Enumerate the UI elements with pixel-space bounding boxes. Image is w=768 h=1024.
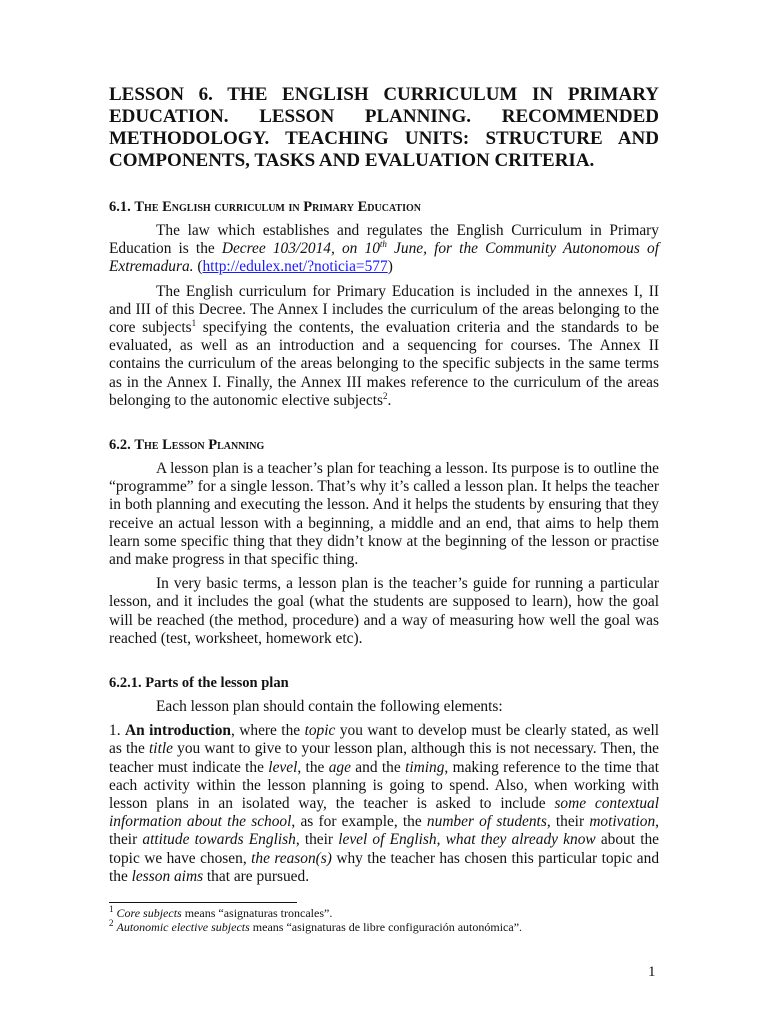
paren-close: ) [387, 258, 393, 276]
list-item-introduction [109, 722, 659, 886]
page-content [109, 84, 659, 892]
footnote-2 [109, 920, 659, 934]
text: , as for example, the [291, 813, 427, 831]
italic-term: the reason(s) [251, 849, 332, 867]
footnote-mark: 2 [109, 918, 114, 928]
page-number: 1 [648, 964, 656, 980]
italic-term: title [149, 740, 173, 758]
section-6-1-paragraph-2 [109, 283, 659, 410]
footnotes [109, 906, 659, 934]
section-6-2-1-heading: 6.2.1. Parts of the lesson plan [109, 675, 289, 692]
item-number: 1. [109, 722, 125, 740]
section-6-1-title: The English curriculum in Primary Education [134, 199, 421, 215]
text: , [436, 831, 446, 849]
ordinal-superscript: th [379, 239, 387, 250]
italic-term: number of students [426, 813, 547, 831]
italic-term: some contextual information about the school [109, 795, 659, 831]
decree-text: Decree 103/2014, on 10 [221, 240, 380, 258]
paren-open: ( [193, 258, 203, 276]
decree-link[interactable]: http://edulex.net/?noticia=577 [202, 258, 388, 276]
footnote-ref-2[interactable]: 2 [382, 390, 388, 401]
decree-text-end: June, for the Community Autonomous of Extremadura. [109, 240, 659, 276]
section-6-1-paragraph-1 [109, 222, 659, 277]
text: you want to develop must be clearly stated, as well as the [109, 722, 660, 758]
footnote-divider [109, 902, 297, 903]
footnote-text: means “asignaturas troncales”. [181, 906, 333, 920]
text: why the teacher has chosen this particular topic and the [109, 849, 660, 885]
footnote-text: means “asignaturas de libre configuración autonómica”. [249, 920, 523, 934]
text: The law which establishes and regulates the English Curriculum in Primary Education is the [109, 222, 659, 258]
footnote-term: Autonomic elective subjects [116, 920, 250, 934]
italic-term: age [328, 758, 351, 776]
italic-term: level of English [338, 831, 437, 849]
text: , where the [230, 722, 305, 740]
footnote-ref-1[interactable]: 1 [191, 317, 197, 328]
text: . [387, 391, 392, 409]
section-6-2-heading [109, 436, 659, 454]
spacer [109, 654, 659, 674]
section-6-1-number: 6.1. [109, 199, 131, 215]
text: specifying the contents, the evaluation criteria and the standards to be evaluated, as well as an introduction and a sequencing for courses. The Annex II contains the curriculum of the areas belonging to the specific subjects in the same terms as in the Annex I. Finally, the Annex III makes reference to the curriculum of the areas belonging to the autonomic elective subjects [109, 319, 659, 409]
text: The English curriculum for Primary Education is included in the annexes I, II and III of this Decree. The Annex I includes the curriculum of the areas belonging to the core subjects [109, 282, 659, 337]
footnote-term: Core subjects [116, 906, 182, 920]
text: , the [297, 758, 329, 776]
text: , their [546, 813, 590, 831]
text: you want to give to your lesson plan, although this is not necessary. Then, the teacher must indicate the [109, 740, 659, 776]
item-term: An introduction [125, 722, 231, 740]
section-6-1-heading [109, 198, 659, 216]
section-6-2-title: The Lesson Planning [134, 437, 265, 454]
italic-term: attitude towards English [142, 831, 296, 849]
italic-term: timing [405, 758, 445, 776]
italic-term: lesson aims [131, 867, 204, 885]
italic-term: motivation [589, 813, 656, 831]
text: , making reference to the time that each activity within the lesson planning is going to spend. Also, when working with lesson plans in an isolated way, the teacher is asked to include [109, 758, 659, 813]
italic-term: what they already know [445, 831, 596, 849]
section-6-2-1-intro: Each lesson plan should contain the following elements: [156, 698, 503, 716]
text: , their [109, 813, 660, 849]
section-6-2-paragraph-1: A lesson plan is a teacher’s plan for teaching a lesson. Its purpose is to outline the “programme” for a single lesson. That’s why it’s called a lesson plan. It helps the teacher in both planning and executing the lesson. And it helps the students by ensuring that they receive an actual lesson with a beginning, a middle and an end, that aims to help them learn some specific thing that they didn’t know at the beginning of the lesson or practise and make progress in that specific thing. [109, 460, 659, 569]
italic-term: level [268, 758, 298, 776]
text: and the [350, 758, 406, 776]
footnote-1 [109, 906, 659, 920]
text: , their [295, 831, 339, 849]
text: about the topic we have chosen, [109, 831, 659, 867]
spacer [109, 416, 659, 436]
section-6-2-paragraph-2: In very basic terms, a lesson plan is the teacher’s guide for running a particular lesson, and it includes the goal (what the students are supposed to learn), how the goal will be reached (the method, procedure) and a way of measuring how well the goal was reached (test, worksheet, homework etc). [109, 575, 659, 647]
section-6-2-number: 6.2. [109, 437, 131, 454]
italic-term: topic [304, 722, 336, 740]
footnote-mark: 1 [109, 904, 114, 914]
text: that are pursued. [203, 867, 310, 885]
lesson-title: LESSON 6. THE ENGLISH CURRICULUM IN PRIMARY EDUCATION. LESSON PLANNING. RECOMMENDED METHODOLOGY. TEACHING UNITS: STRUCTURE AND COMPONENTS, TASKS AND EVALUATION CRITERIA. [109, 84, 659, 171]
